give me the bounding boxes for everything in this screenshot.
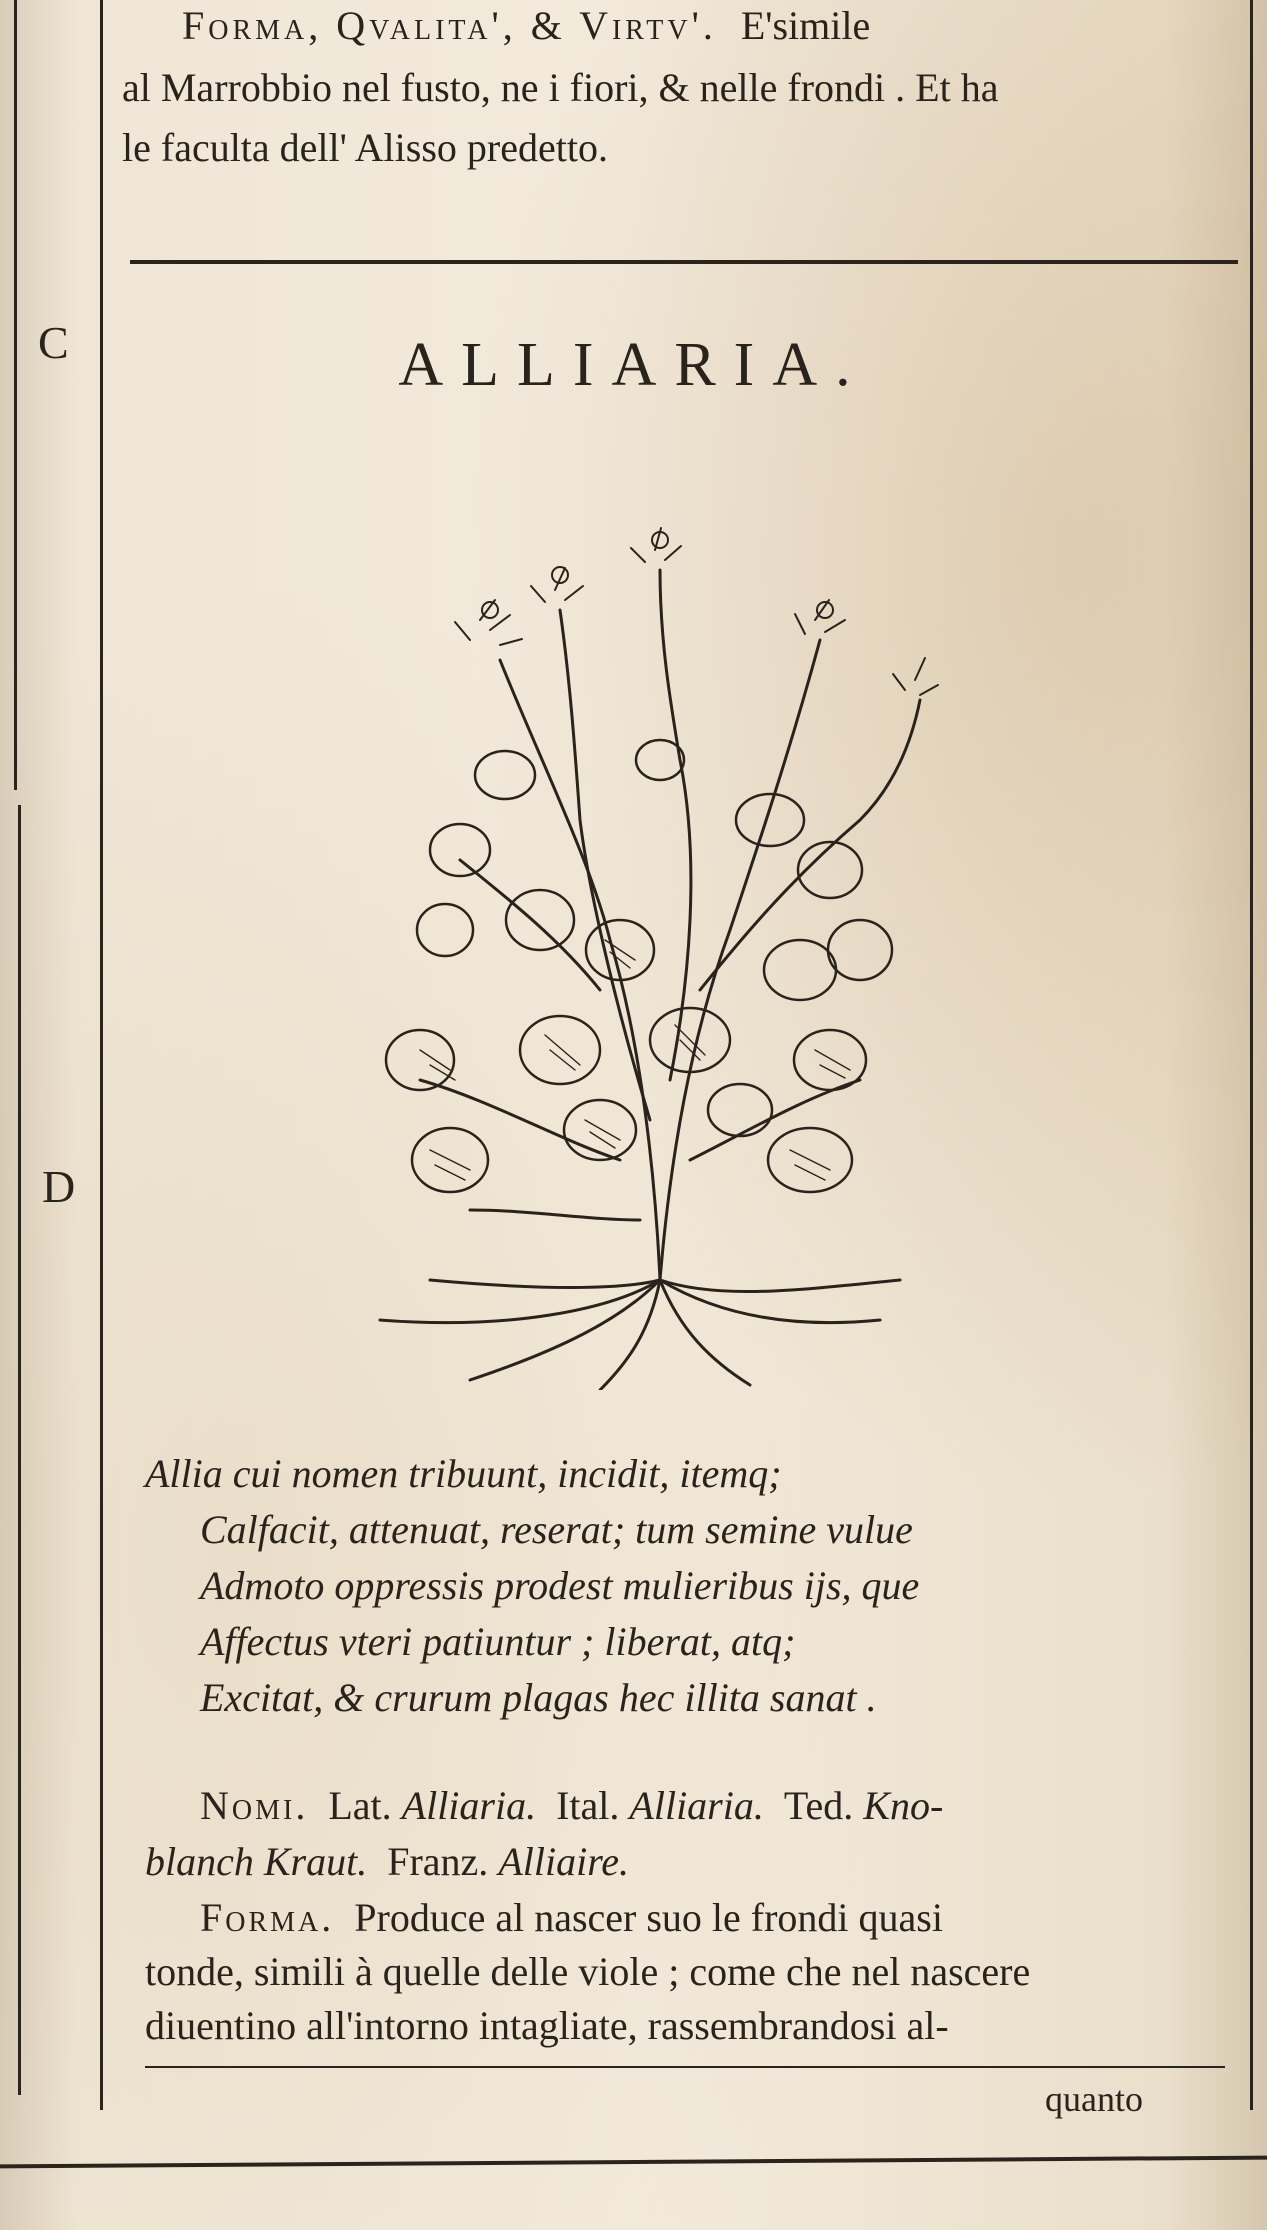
header-caps: Forma, Qvalita', & Virtv'. [182, 3, 717, 48]
nomi-label: Nomi. [200, 1783, 309, 1828]
ted-value-start: Kno- [863, 1783, 944, 1828]
forma-line-2: tonde, simili à quelle delle viole ; come che nel nascere [145, 1949, 1031, 1994]
ital-value: Alliaria. [629, 1783, 764, 1828]
right-page-rule [1250, 0, 1253, 2110]
header-line-2: al Marrobbio nel fusto, ne i fiori, & nelle frondi . Et ha [122, 65, 999, 110]
verse-line-5: Excitat, & crurum plagas hec illita sanat . [200, 1675, 877, 1720]
lat-label: Lat. [328, 1783, 392, 1828]
forma-line-3: diuentino all'intorno intagliate, rassembrandosi al- [145, 2003, 949, 2048]
page-title: ALLIARIA. [398, 331, 869, 399]
forma-line-1 [200, 1892, 943, 1944]
verse-line-1 [145, 1448, 782, 1500]
ted-label: Ted. [783, 1783, 854, 1828]
franz-value: Alliaire. [498, 1839, 630, 1884]
nomi-line-2 [145, 1836, 629, 1888]
nomi-line-1 [200, 1780, 943, 1832]
forma-label: Forma. [200, 1895, 335, 1940]
page-bottom-rule [0, 2156, 1267, 2169]
header-line-1-rest: E'simile [740, 3, 871, 48]
lat-value: Alliaria. [401, 1783, 537, 1828]
text-bottom-rule [145, 2066, 1225, 2068]
franz-label: Franz. [387, 1839, 489, 1884]
catchword: quanto [1045, 2079, 1143, 2119]
ital-label: Ital. [556, 1783, 620, 1828]
header-line-1 [182, 2, 1267, 50]
verse-line-2: Calfacit, attenuat, reserat; tum semine vulue [200, 1507, 913, 1552]
verse-line-3: Admoto oppressis prodest mulieribus ijs, que [200, 1563, 920, 1608]
ted-value-end: blanch Kraut. [145, 1839, 368, 1884]
alliaria-plant-woodcut-icon [360, 520, 940, 1390]
margin-letter-d: D [42, 1161, 76, 1212]
margin-column-rule [100, 0, 103, 2110]
header-rule [130, 260, 1238, 264]
verse-line-1-text: Allia cui nomen tribuunt, incidit, itemq; [145, 1451, 782, 1496]
header-line-3: le faculta dell' Alisso predetto. [122, 125, 608, 170]
verse-line-4: Affectus vteri patiuntur ; liberat, atq; [200, 1619, 796, 1664]
margin-letter-c: C [38, 317, 69, 368]
forma-line-1-text: Produce al nascer suo le frondi quasi [354, 1895, 943, 1940]
outer-left-rule-lower [18, 805, 21, 2095]
